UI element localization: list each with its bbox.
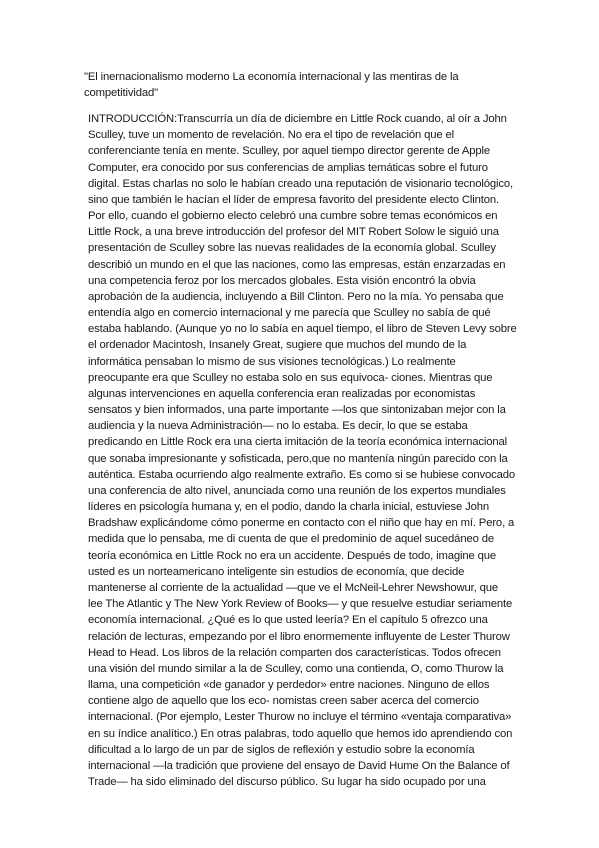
body-text-line: Trade— ha sido eliminado del discurso público. Su lugar ha sido ocupado por una: [88, 776, 486, 789]
body-text-line: lee The Atlantic y The New York Review of Books— y que resuelve estudiar seriamente: [88, 598, 513, 611]
body-text-line: líderes en psicología humana y, en el podio, dando la charla inicial, estuviese John: [88, 501, 490, 514]
body-text-line: llama, una competición «de ganador y perdedor» entre naciones. Ninguno de ellos: [88, 679, 490, 692]
body-text-line: internacional. (Por ejemplo, Lester Thurow no incluye el término «ventaja comparativa»: [88, 711, 512, 724]
title-line: competitividad": [84, 87, 158, 100]
body-text-line: describió un mundo en el que las naciones, como las empresas, están enzarzadas en: [88, 258, 506, 271]
body-text-line: una competencia feroz por los mercados globales. Esta visión encontró la obvia: [88, 274, 476, 287]
body-text-line: economía internacional. ¿Qué es lo que usted leería? En el capítulo 5 ofrezco una: [88, 614, 488, 627]
body-text-line: entendía algo en comercio internacional y me parecía que Sculley no sabía de qué: [88, 307, 491, 320]
body-text-line: Sculley, tuve un momento de revelación. No era el tipo de revelación que el: [88, 129, 454, 142]
body-text-line: algunas intervenciones en aquella conferencia eran realizadas por economistas: [88, 387, 476, 400]
body-text-line: relación de lecturas, empezando por el libro enormemente influyente de Lester Thurow: [88, 630, 510, 643]
body-text-line: Head to Head. Los libros de la relación comparten dos características. Todos ofrecen: [88, 646, 501, 659]
body-text-line: Bradshaw explicándome cómo ponerme en contacto con el niño que hay en mí. Pero, a: [88, 517, 515, 530]
body-text-line: una visión del mundo similar a la de Sculley, como una contienda, O, como Thurow la: [88, 662, 504, 675]
body-text-line: sensatos y bien informados, una parte importante —los que sintonizaban mejor con la: [88, 404, 506, 417]
document-body: [88, 111, 518, 790]
body-text-line: predicando en Little Rock era una cierta imitación de la teoría económica internacional: [88, 436, 507, 449]
body-text-line: una conferencia de alto nivel, anunciada como una reunión de los expertos mundiales: [88, 484, 506, 497]
body-text-line: el ordenador Macintosh, Insanely Great, sugiere que muchos del mundo de la: [88, 339, 467, 352]
body-text-line: usted es un norteamericano inteligente sin estudios de economía, que decide: [88, 565, 465, 578]
body-text-line: medida que lo pensaba, me di cuenta de que el predominio de aquel sucedáneo de: [88, 533, 494, 546]
body-text-line: estaba hablando. (Aunque yo no lo sabía en aquel tiempo, el libro de Steven Levy sobre: [88, 323, 517, 336]
body-text-line: informática pensaban lo mismo de sus visiones tecnológicas.) Lo realmente: [88, 355, 456, 368]
body-text-line: sino que también le hacían el líder de empresa favorito del presidente electo Clinton.: [88, 193, 499, 206]
body-text-line: preocupante era que Sculley no estaba solo en sus equivoca- ciones. Mientras que: [88, 371, 493, 384]
body-text-line: que sonaba impresionante y sofisticada, pero,que no mantenía ningún parecido con la: [88, 452, 508, 465]
body-text-line: internacional —la tradición que proviene del ensayo de David Hume On the Balance of: [88, 759, 510, 772]
body-text-line: dificultad a lo largo de un par de siglos de reflexión y estudio sobre la economía: [88, 743, 475, 756]
body-text-line: Computer, era conocido por sus conferencias de amplias temáticas sobre el futuro: [88, 161, 488, 174]
body-text-line: teoría económica en Little Rock no era un accidente. Después de todo, imagine que: [88, 549, 496, 562]
title-line: "El inernacionalismo moderno La economía internacional y las mentiras de la: [84, 71, 459, 83]
body-text-line: aprobación de la audiencia, incluyendo a Bill Clinton. Pero no la mía. Yo pensaba que: [88, 290, 504, 303]
document-title: [84, 69, 524, 101]
body-text-line: audiencia y la nueva Administración— no lo estaba. Es decir, lo que se estaba: [88, 420, 468, 433]
body-text-line: en su índice analítico.) En otras palabras, todo aquello que hemos ido aprendiendo con: [88, 727, 513, 740]
body-text-line: INTRODUCCIÓN:Transcurría un día de diciembre en Little Rock cuando, al oír a John: [88, 113, 507, 125]
body-text-line: mantenerse al corriente de la actualidad —que ve el McNeil-Lehrer Newshowur, que: [88, 581, 498, 594]
body-text-line: presentación de Sculley sobre las nuevas realidades de la economía global. Sculley: [88, 242, 496, 255]
body-text-line: Little Rock, a una breve introducción del profesor del MIT Robert Solow le siguió una: [88, 226, 499, 239]
body-text-line: Por ello, cuando el gobierno electo celebró una cumbre sobre temas económicos en: [88, 210, 498, 223]
body-text-line: conferenciante tenía en mente. Sculley, por aquel tiempo director gerente de Apple: [88, 145, 490, 158]
body-text-line: auténtica. Estaba ocurriendo algo realmente extraño. Es como si se hubiese convocado: [88, 468, 515, 481]
body-text-line: contiene algo de aquello que los eco- nomistas creen saber acerca del comercio: [88, 695, 479, 708]
body-text-line: digital. Estas charlas no solo le habían creado una reputación de visionario tecnológico,: [88, 177, 513, 190]
